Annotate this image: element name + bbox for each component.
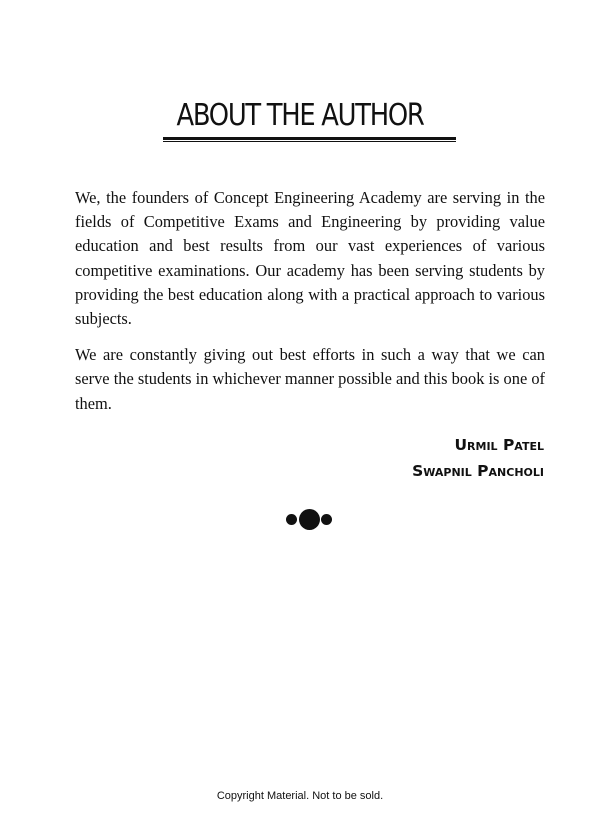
bio-paragraph: We, the founders of Concept Engineering Academy are serving in the fields of Competitive Exams and Engineering by providing value education and best results from our vast experiences of various competitive examinations. Our academy has been serving students by providing the best education along with a practical approach to various subjects. bbox=[75, 188, 545, 329]
ornament-dot-small-icon bbox=[286, 514, 297, 525]
bio-paragraph: We are constantly giving out best efforts in such a way that we can serve the students in whichever manner possible and this book is one of them. bbox=[75, 345, 545, 413]
title-underline-thick bbox=[163, 137, 456, 140]
author-name: Urmil Patel bbox=[454, 436, 544, 454]
author-signatures bbox=[412, 432, 544, 484]
ornament-dot-small-icon bbox=[321, 514, 332, 525]
three-dots-ornament-icon bbox=[286, 508, 334, 530]
title-underline-thin bbox=[163, 141, 456, 142]
page-title: ABOUT THE AUTHOR bbox=[176, 98, 424, 133]
title-underline bbox=[163, 137, 456, 143]
author-bio bbox=[75, 186, 545, 428]
copyright-notice: Copyright Material. Not to be sold. bbox=[216, 790, 384, 802]
author-name: Swapnil Pancholi bbox=[412, 462, 544, 480]
ornament-dot-large-icon bbox=[299, 509, 320, 530]
